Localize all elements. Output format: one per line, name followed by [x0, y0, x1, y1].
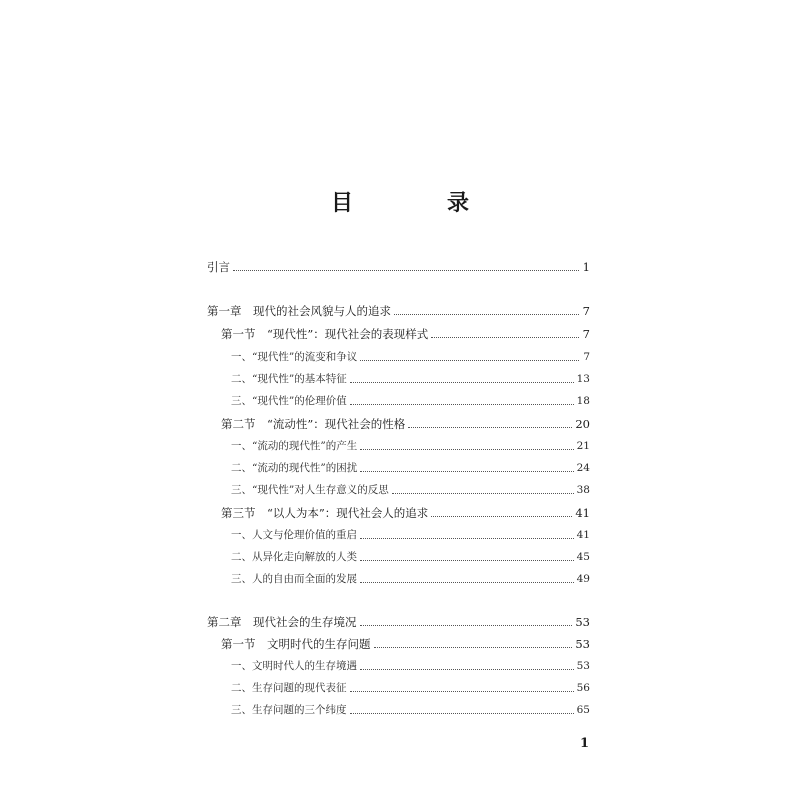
- toc-entry[interactable]: [207, 323, 590, 341]
- toc-page-number: 53: [576, 660, 590, 672]
- toc-entry-label: 第二节 “流动性”：现代社会的性格: [221, 417, 406, 431]
- toc-page-number: 7: [582, 304, 590, 318]
- toc-entry-label: 三、“现代性”的伦理价值: [231, 395, 347, 407]
- toc-page-number: 24: [576, 462, 590, 474]
- toc-entry[interactable]: [207, 655, 590, 673]
- toc-entry-label: 三、“现代性”对人生存意义的反思: [231, 484, 389, 496]
- toc-entry-label: 一、文明时代人的生存境遇: [231, 660, 357, 672]
- toc-page-number: 18: [576, 395, 590, 407]
- toc-entry-label: 第一章 现代的社会风貌与人的追求: [207, 304, 391, 318]
- toc-entry[interactable]: [207, 457, 590, 475]
- page-folio-number: 1: [580, 736, 590, 751]
- dot-leader: [233, 270, 579, 271]
- toc-entry-label: 第三节 “以人为本”：现代社会人的追求: [221, 506, 429, 520]
- toc-page-number: 45: [576, 551, 590, 563]
- toc-entry[interactable]: [207, 346, 590, 364]
- toc-entry-label: 三、人的自由而全面的发展: [231, 573, 357, 585]
- toc-entry-label: 二、“现代性”的基本特征: [231, 373, 347, 385]
- toc-entry[interactable]: [207, 633, 590, 651]
- toc-entry-label: 第一节 “现代性”：现代社会的表现样式: [221, 327, 429, 341]
- dot-leader: [408, 427, 572, 428]
- dot-leader: [350, 382, 574, 383]
- toc-entry-label: 引言: [207, 260, 230, 274]
- toc-entry-label: 第一节 文明时代的生存问题: [221, 637, 371, 651]
- toc-entry[interactable]: [207, 368, 590, 386]
- toc-entry-label: 一、“流动的现代性”的产生: [231, 440, 358, 452]
- toc-entry[interactable]: [207, 568, 590, 586]
- dot-leader: [350, 404, 574, 405]
- dot-leader: [360, 449, 573, 450]
- toc-entry[interactable]: [207, 300, 590, 318]
- toc-entry[interactable]: [207, 699, 590, 717]
- toc-entry[interactable]: [207, 546, 590, 564]
- toc-page-number: 65: [576, 704, 590, 716]
- toc-entry[interactable]: [207, 390, 590, 408]
- toc-entry[interactable]: [207, 524, 590, 542]
- toc-page-number: 13: [576, 373, 590, 385]
- toc-entry-label: 三、生存问题的三个纬度: [231, 704, 347, 716]
- toc-page-number: 56: [576, 682, 590, 694]
- toc-entry[interactable]: [207, 479, 590, 497]
- dot-leader: [360, 582, 574, 583]
- dot-leader: [374, 647, 573, 648]
- dot-leader: [394, 314, 579, 315]
- dot-leader: [350, 713, 574, 714]
- toc-page-number: 41: [576, 529, 590, 541]
- toc-entry[interactable]: [207, 435, 590, 453]
- toc-entry-label: 二、从异化走向解放的人类: [231, 551, 357, 563]
- toc-entry[interactable]: [207, 677, 590, 695]
- toc-entry-label: 一、人文与伦理价值的重启: [231, 529, 357, 541]
- toc-entry[interactable]: [207, 256, 590, 274]
- dot-leader: [360, 560, 574, 561]
- toc-page-number: 53: [575, 637, 590, 651]
- toc-page-number: 21: [576, 440, 590, 452]
- toc-page-number: 38: [576, 484, 590, 496]
- dot-leader: [350, 691, 574, 692]
- toc-entry-label: 第二章 现代社会的生存境况: [207, 615, 357, 629]
- page-title: 目 录: [330, 190, 505, 216]
- toc-entry-label: 二、生存问题的现代表征: [231, 682, 347, 694]
- toc-entry[interactable]: [207, 502, 590, 520]
- toc-entry[interactable]: [207, 413, 590, 431]
- toc-page-number: 1: [582, 260, 590, 274]
- toc-page-number: 20: [575, 417, 590, 431]
- dot-leader: [431, 337, 579, 338]
- dot-leader: [360, 471, 573, 472]
- toc-entry-label: 二、“流动的现代性”的困扰: [231, 462, 358, 474]
- dot-leader: [360, 360, 579, 361]
- toc-page-number: 7: [582, 327, 590, 341]
- toc-entry-label: 一、“现代性”的流变和争议: [231, 351, 358, 363]
- toc-page-number: 49: [576, 573, 590, 585]
- dot-leader: [360, 538, 574, 539]
- dot-leader: [360, 669, 574, 670]
- toc-page-number: 53: [575, 615, 590, 629]
- toc-page-number: 7: [583, 351, 590, 363]
- toc-page-number: 41: [575, 506, 590, 520]
- toc-entry[interactable]: [207, 611, 590, 629]
- dot-leader: [392, 493, 574, 494]
- dot-leader: [360, 625, 573, 626]
- dot-leader: [431, 516, 572, 517]
